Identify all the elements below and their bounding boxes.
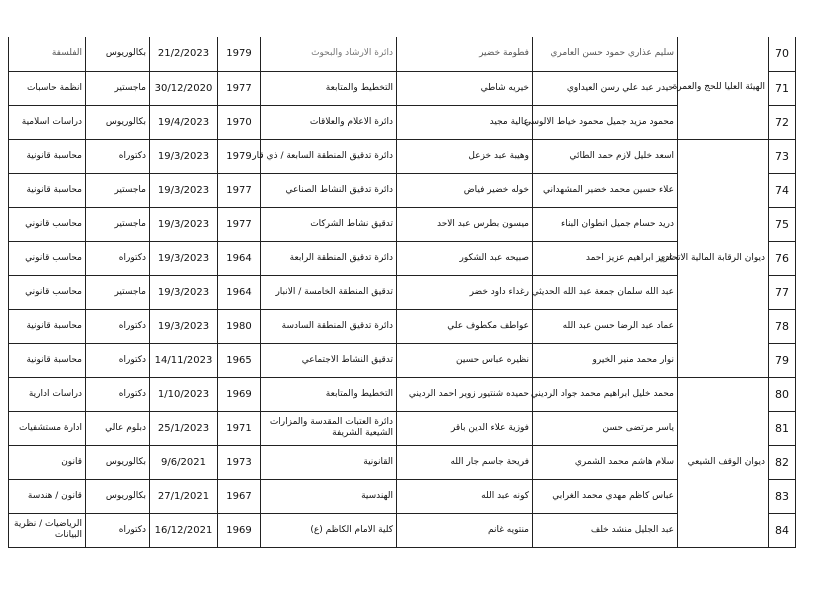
birth-year-cell: 1977 xyxy=(218,207,261,241)
mother-name-cell: فريحة جاسم جار الله xyxy=(397,445,533,479)
degree-cell: ماجستير xyxy=(86,71,150,105)
birth-year-cell: 1969 xyxy=(218,377,261,411)
birth-year-cell: 1971 xyxy=(218,411,261,445)
degree-cell: بكالوريوس xyxy=(86,445,150,479)
specialization-cell: الفلسفة xyxy=(9,37,86,71)
birth-year-cell: 1979 xyxy=(218,139,261,173)
name-cell: عبد الجليل منشد خلف xyxy=(533,513,678,547)
number-cell: 72 xyxy=(769,105,796,139)
table-row xyxy=(9,377,796,411)
mother-name-cell: فوزية علاء الدين باقر xyxy=(397,411,533,445)
name-cell: عماد عبد الرضا حسن عبد الله xyxy=(533,309,678,343)
birth-year-cell: 1980 xyxy=(218,309,261,343)
date-cell: 19/4/2023 xyxy=(150,105,218,139)
number-cell: 77 xyxy=(769,275,796,309)
group-cell: ديوان الرقابة المالية الاتحادي xyxy=(678,139,769,377)
degree-cell: ماجستير xyxy=(86,173,150,207)
department-cell: الهندسية xyxy=(261,479,397,513)
birth-year-cell: 1977 xyxy=(218,173,261,207)
specialization-cell: محاسب قانوني xyxy=(9,207,86,241)
name-cell: عبد الله سلمان جمعة عبد الله الحديثي xyxy=(533,275,678,309)
number-cell: 84 xyxy=(769,513,796,547)
specialization-cell: محاسبة قانونية xyxy=(9,139,86,173)
group-cell: ديوان الوقف الشيعي xyxy=(678,377,769,547)
department-cell: دائرة العتبات المقدسة والمزارات الشيعية الشريفة xyxy=(261,411,397,445)
date-cell: 19/3/2023 xyxy=(150,241,218,275)
date-cell: 27/1/2021 xyxy=(150,479,218,513)
degree-cell: ماجستير xyxy=(86,275,150,309)
specialization-cell: قانون / هندسة xyxy=(9,479,86,513)
department-cell: دائرة تدقيق المنطقة الرابعة xyxy=(261,241,397,275)
birth-year-cell: 1965 xyxy=(218,343,261,377)
specialization-cell: محاسب قانوني xyxy=(9,241,86,275)
number-cell: 83 xyxy=(769,479,796,513)
name-cell: سليم عذاري حمود حسن العامري xyxy=(533,37,678,71)
mother-name-cell: فطومة خضير xyxy=(397,37,533,71)
degree-cell: بكالوريوس xyxy=(86,479,150,513)
department-cell: تدقيق نشاط الشركات xyxy=(261,207,397,241)
degree-cell: دكتوراه xyxy=(86,513,150,547)
date-cell: 19/3/2023 xyxy=(150,139,218,173)
name-cell: حيدر عبد علي رسن العيداوي xyxy=(533,71,678,105)
number-cell: 73 xyxy=(769,139,796,173)
date-cell: 19/3/2023 xyxy=(150,207,218,241)
department-cell: تدقيق النشاط الاجتماعي xyxy=(261,343,397,377)
number-cell: 76 xyxy=(769,241,796,275)
mother-name-cell: عالية مجيد xyxy=(397,105,533,139)
degree-cell: دكتوراه xyxy=(86,343,150,377)
department-cell: دائرة تدقيق النشاط الصناعي xyxy=(261,173,397,207)
specialization-cell: محاسب قانوني xyxy=(9,275,86,309)
specialization-cell: انظمة حاسبات xyxy=(9,71,86,105)
specialization-cell: محاسبة قانونية xyxy=(9,173,86,207)
department-cell: دائرة الارشاد والبحوث xyxy=(261,37,397,71)
mother-name-cell: ميسون بطرس عبد الاحد xyxy=(397,207,533,241)
department-cell: القانونية xyxy=(261,445,397,479)
date-cell: 14/11/2023 xyxy=(150,343,218,377)
table-row xyxy=(9,513,796,547)
table-row xyxy=(9,309,796,343)
number-cell: 70 xyxy=(769,37,796,71)
department-cell: دائرة الاعلام والعلاقات xyxy=(261,105,397,139)
name-cell: محمود مزيد جميل محمود خياط الالوسي xyxy=(533,105,678,139)
date-cell: 9/6/2021 xyxy=(150,445,218,479)
birth-year-cell: 1979 xyxy=(218,37,261,71)
department-cell: كلية الامام الكاظم (ع) xyxy=(261,513,397,547)
mother-name-cell: كونه عبد الله xyxy=(397,479,533,513)
employees-table xyxy=(8,37,796,548)
table-row xyxy=(9,105,796,139)
specialization-cell: ادارة مستشفيات xyxy=(9,411,86,445)
number-cell: 81 xyxy=(769,411,796,445)
date-cell: 16/12/2021 xyxy=(150,513,218,547)
date-cell: 21/2/2023 xyxy=(150,37,218,71)
table-row xyxy=(9,479,796,513)
specialization-cell: دراسات اسلامية xyxy=(9,105,86,139)
date-cell: 30/12/2020 xyxy=(150,71,218,105)
degree-cell: دكتوراه xyxy=(86,241,150,275)
birth-year-cell: 1967 xyxy=(218,479,261,513)
specialization-cell: قانون xyxy=(9,445,86,479)
name-cell: دريد حسام جميل انطوان البناء xyxy=(533,207,678,241)
department-cell: التخطيط والمتابعة xyxy=(261,377,397,411)
table-row xyxy=(9,411,796,445)
specialization-cell: الرياضيات / نظرية البيانات xyxy=(9,513,86,547)
number-cell: 71 xyxy=(769,71,796,105)
department-cell: التخطيط والمتابعة xyxy=(261,71,397,105)
mother-name-cell: خوله خضير فياض xyxy=(397,173,533,207)
specialization-cell: دراسات ادارية xyxy=(9,377,86,411)
name-cell: سلام هاشم محمد الشمري xyxy=(533,445,678,479)
mother-name-cell: وهيبة عبد خزعل xyxy=(397,139,533,173)
degree-cell: دبلوم عالي xyxy=(86,411,150,445)
group-cell: الهيئة العليا للحج والعمرة xyxy=(678,37,769,139)
table-row xyxy=(9,37,796,71)
number-cell: 80 xyxy=(769,377,796,411)
birth-year-cell: 1973 xyxy=(218,445,261,479)
degree-cell: بكالوريوس xyxy=(86,105,150,139)
mother-name-cell: رغداء داود خضر xyxy=(397,275,533,309)
name-cell: عباس كاظم مهدي محمد الغرابي xyxy=(533,479,678,513)
mother-name-cell: منتويه غانم xyxy=(397,513,533,547)
date-cell: 19/3/2023 xyxy=(150,173,218,207)
number-cell: 75 xyxy=(769,207,796,241)
number-cell: 82 xyxy=(769,445,796,479)
name-cell: عزيز ابراهيم عزيز احمد xyxy=(533,241,678,275)
mother-name-cell: نظيره عباس حسين xyxy=(397,343,533,377)
name-cell: محمد خليل ابراهيم محمد جواد الرديني xyxy=(533,377,678,411)
mother-name-cell: صبيحه عبد الشكور xyxy=(397,241,533,275)
department-cell: دائرة تدقيق المنطقة السابعة / ذي قار xyxy=(261,139,397,173)
table-row xyxy=(9,139,796,173)
degree-cell: بكالوريوس xyxy=(86,37,150,71)
date-cell: 19/3/2023 xyxy=(150,309,218,343)
date-cell: 1/10/2023 xyxy=(150,377,218,411)
table-row xyxy=(9,343,796,377)
number-cell: 74 xyxy=(769,173,796,207)
name-cell: اسعد خليل لازم حمد الطائي xyxy=(533,139,678,173)
mother-name-cell: حميده شنتيور زوير احمد الرديني xyxy=(397,377,533,411)
number-cell: 79 xyxy=(769,343,796,377)
date-cell: 25/1/2023 xyxy=(150,411,218,445)
mother-name-cell: عواطف مكطوف علي xyxy=(397,309,533,343)
mother-name-cell: خيريه شاطي xyxy=(397,71,533,105)
department-cell: دائرة تدقيق المنطقة السادسة xyxy=(261,309,397,343)
birth-year-cell: 1964 xyxy=(218,241,261,275)
birth-year-cell: 1969 xyxy=(218,513,261,547)
table-row xyxy=(9,445,796,479)
degree-cell: دكتوراه xyxy=(86,139,150,173)
degree-cell: ماجستير xyxy=(86,207,150,241)
degree-cell: دكتوراه xyxy=(86,309,150,343)
degree-cell: دكتوراه xyxy=(86,377,150,411)
date-cell: 19/3/2023 xyxy=(150,275,218,309)
birth-year-cell: 1964 xyxy=(218,275,261,309)
birth-year-cell: 1970 xyxy=(218,105,261,139)
department-cell: تدقيق المنطقة الخامسة / الانبار xyxy=(261,275,397,309)
specialization-cell: محاسبة قانونية xyxy=(9,309,86,343)
table-row xyxy=(9,207,796,241)
birth-year-cell: 1977 xyxy=(218,71,261,105)
name-cell: نوار محمد منير الخيرو xyxy=(533,343,678,377)
specialization-cell: محاسبة قانونية xyxy=(9,343,86,377)
name-cell: ياسر مرتضى حسن xyxy=(533,411,678,445)
table-row xyxy=(9,173,796,207)
name-cell: علاء حسين محمد خضير المشهداني xyxy=(533,173,678,207)
number-cell: 78 xyxy=(769,309,796,343)
table-row xyxy=(9,275,796,309)
